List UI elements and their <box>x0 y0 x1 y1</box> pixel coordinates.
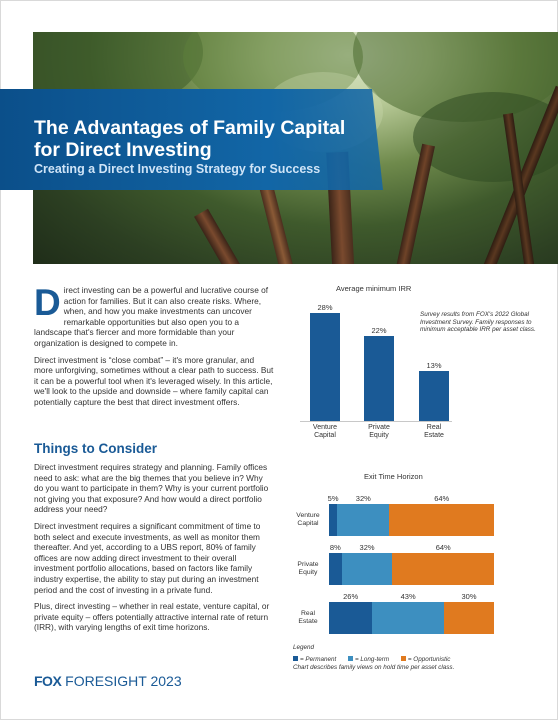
irr-value-label: 28% <box>317 302 333 312</box>
legend-item-opportunistic <box>401 656 451 663</box>
legend-item-permanent <box>293 656 336 663</box>
irr-bar-real-estate <box>419 371 449 421</box>
exit-value-label: 43% <box>400 592 416 601</box>
irr-chart-baseline <box>300 421 452 422</box>
irr-value-label: 22% <box>371 325 387 335</box>
exit-category-label: Real Estate <box>298 610 318 625</box>
exit-value-label: 5% <box>327 494 339 503</box>
legend-label-long-term: = Long-term <box>354 656 390 663</box>
legend-swatch-permanent <box>293 656 298 661</box>
exit-chart-title: Exit Time Horizon <box>364 472 423 481</box>
legend-swatch-long-term <box>348 656 353 661</box>
exit-segment-opportunistic-venture-capital <box>389 504 494 536</box>
irr-bar-venture-capital <box>310 313 340 421</box>
page-subtitle: Creating a Direct Investing Strategy for Success <box>34 162 321 176</box>
exit-value-label: 32% <box>359 543 375 552</box>
legend-item-long-term <box>348 656 389 663</box>
exit-segment-opportunistic-real-estate <box>444 602 494 634</box>
irr-category-label: Venture Capital <box>312 424 338 439</box>
exit-category-label: Venture Capital <box>296 512 320 527</box>
legend-label-opportunistic: = Opportunistic <box>407 656 451 663</box>
logo-brand: FOX <box>34 673 62 689</box>
legend-label-permanent: = Permanent <box>300 656 337 663</box>
exit-segment-permanent-private-equity <box>329 553 342 585</box>
exit-value-label: 26% <box>343 592 359 601</box>
irr-value-label: 13% <box>426 360 442 370</box>
legend <box>293 656 460 663</box>
page-title: The Advantages of Family Capital for Direct Investing <box>34 117 346 161</box>
fox-foresight-logo <box>34 673 182 689</box>
exit-segment-long-term-private-equity <box>342 553 393 585</box>
intro-paragraph-1 <box>34 282 274 349</box>
exit-segment-long-term-real-estate <box>372 602 444 634</box>
legend-swatch-opportunistic <box>401 656 406 661</box>
section-text <box>34 462 274 639</box>
exit-value-label: 8% <box>329 543 341 552</box>
exit-value-label: 64% <box>435 543 451 552</box>
section-paragraph-3: Plus, direct investing – whether in real estate, venture capital, or private equity – offers potentially attractive internal rate of return (IRR), with varying lengths of exit time horizons. <box>34 601 270 633</box>
intro-paragraph-2: Direct investment is “close combat” – it's more granular, and more unforgiving, sometimes without a clear path to success. But it can be a powerful tool when it's leveraged wisely. In this article, we'll look to the upside and downside – where family capital can potentially capture the best that direct investment offers. <box>34 354 274 407</box>
exit-segment-permanent-venture-capital <box>329 504 337 536</box>
section-paragraph-2: Direct investment requires a significant commitment of time to both select and execute investments, as well as monitor them thereafter. And yet, according to a UBS report, 80% of family offices are now adding direct investment to their overall investment portfolio allocations, based on factors like family industry expertise, the ability to stay put during an investment period and the cost of investing in a private fund. <box>34 520 261 595</box>
section-paragraph-1: Direct investment requires strategy and planning. Family offices need to ask: what are the big themes that you believe in? Why do you want to participate in them? Why is your current portfolio not giving you that exposure? And how would a direct portfolio address your need? <box>34 462 269 515</box>
exit-segment-opportunistic-private-equity <box>392 553 494 585</box>
exit-value-label: 32% <box>355 494 371 503</box>
intro-text <box>34 282 274 414</box>
exit-category-label: Private Equity <box>297 561 319 576</box>
irr-chart-note: Survey results from FOX's 2022 Global Investment Survey. Family responses to minimum acceptable IRR per asset class. <box>420 311 536 334</box>
legend-title: Legend <box>293 644 315 651</box>
irr-category-label: Real Estate <box>424 424 444 439</box>
irr-bar-private-equity <box>364 336 394 421</box>
section-heading: Things to Consider <box>34 441 157 456</box>
legend-note: Chart describes family views on hold time per asset class. <box>293 664 455 671</box>
intro-paragraph-1-text: irect investing can be a powerful and lucrative course of action for families. But it can also create risks. Where, when, and how you make investments can uncover remarkable opportunities but also open you to a landscape that's fiercer and more formidable than your organization is designed to compete in. <box>34 285 269 348</box>
exit-value-label: 30% <box>461 592 477 601</box>
logo-text: FORESIGHT 2023 <box>61 673 182 689</box>
exit-segment-long-term-venture-capital <box>337 504 389 536</box>
irr-chart-title: Average minimum IRR <box>336 284 412 293</box>
exit-value-label: 64% <box>434 494 450 503</box>
exit-segment-permanent-real-estate <box>329 602 372 634</box>
drop-cap: D <box>34 282 61 323</box>
irr-category-label: Private Equity <box>368 424 390 439</box>
